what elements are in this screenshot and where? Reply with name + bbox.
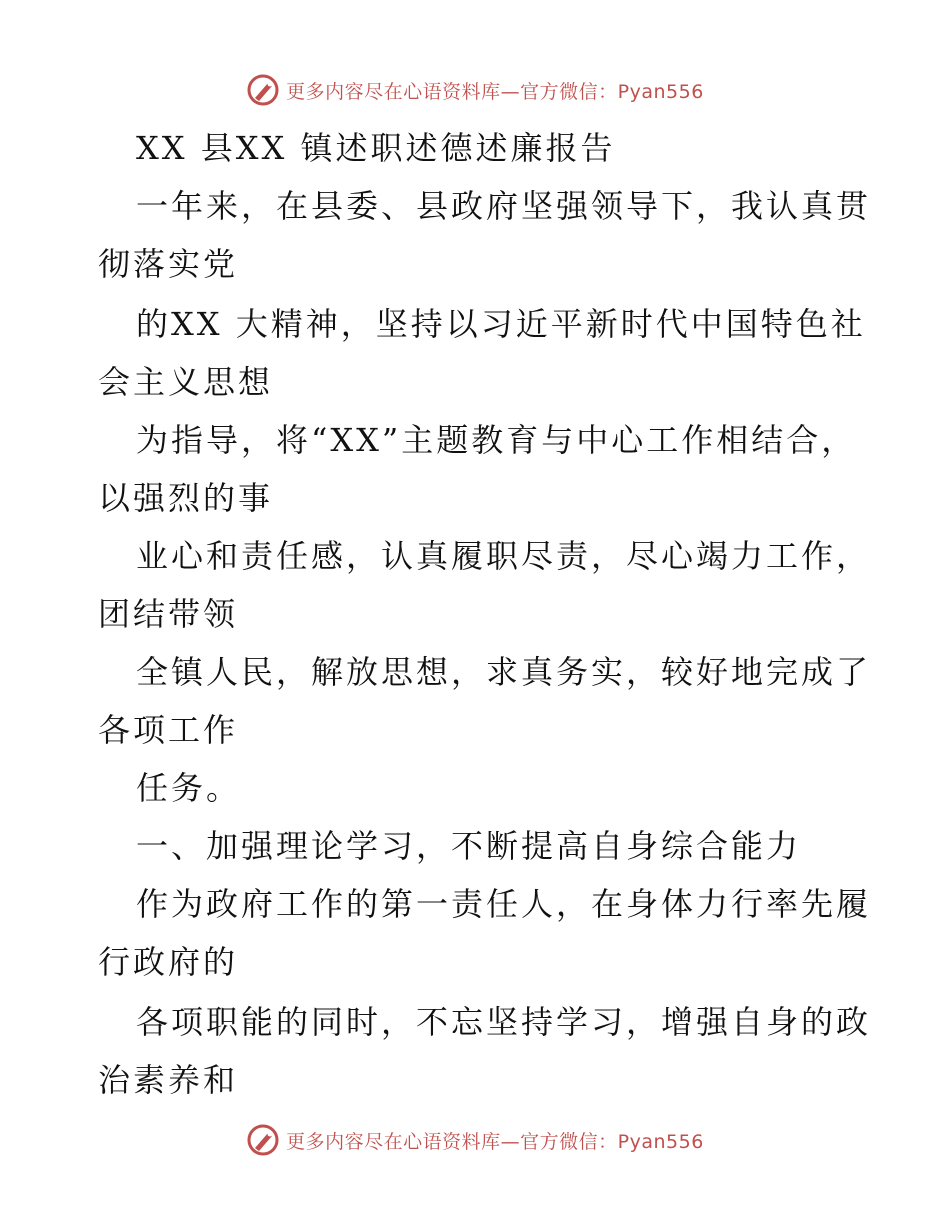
header-watermark-banner <box>0 70 950 110</box>
doc-line: 为指导，将“XX”主题教育与中心工作相结合， <box>136 421 857 459</box>
doc-line: 会主义思想 <box>98 363 274 401</box>
doc-line: 业心和责任感，认真履职尽责，尽心竭力工作， <box>136 537 872 575</box>
doc-line: 各项工作 <box>98 711 239 749</box>
footer-watermark-text: 更多内容尽在心语资料库—官方微信：Pyan556 <box>286 1130 704 1153</box>
doc-line: 以强烈的事 <box>98 479 274 517</box>
doc-line: 全镇人民，解放思想，求真务实，较好地完成了 <box>136 653 872 691</box>
doc-line: 团结带领 <box>98 595 239 633</box>
doc-line: 任务。 <box>136 769 242 807</box>
doc-line: 治素养和 <box>98 1061 239 1099</box>
header-watermark-text: 更多内容尽在心语资料库—官方微信：Pyan556 <box>286 80 704 103</box>
doc-line: 彻落实党 <box>98 245 239 283</box>
doc-line: 的XX 大精神，坚持以习近平新时代中国特色社 <box>136 305 866 343</box>
doc-line: 各项职能的同时，不忘坚持学习，增强自身的政 <box>136 1003 872 1041</box>
doc-title: XX 县XX 镇述职述德述廉报告 <box>136 129 616 167</box>
doc-line: 行政府的 <box>98 943 239 981</box>
doc-line: 作为政府工作的第一责任人，在身体力行率先履 <box>136 885 872 923</box>
section-heading: 一、加强理论学习，不断提高自身综合能力 <box>136 827 802 865</box>
doc-line: 一年来，在县委、县政府坚强领导下，我认真贯 <box>136 187 872 225</box>
footer-watermark-banner <box>0 1120 950 1160</box>
pen-seal-logo-icon <box>246 1123 280 1157</box>
pen-seal-logo-icon <box>246 73 280 107</box>
